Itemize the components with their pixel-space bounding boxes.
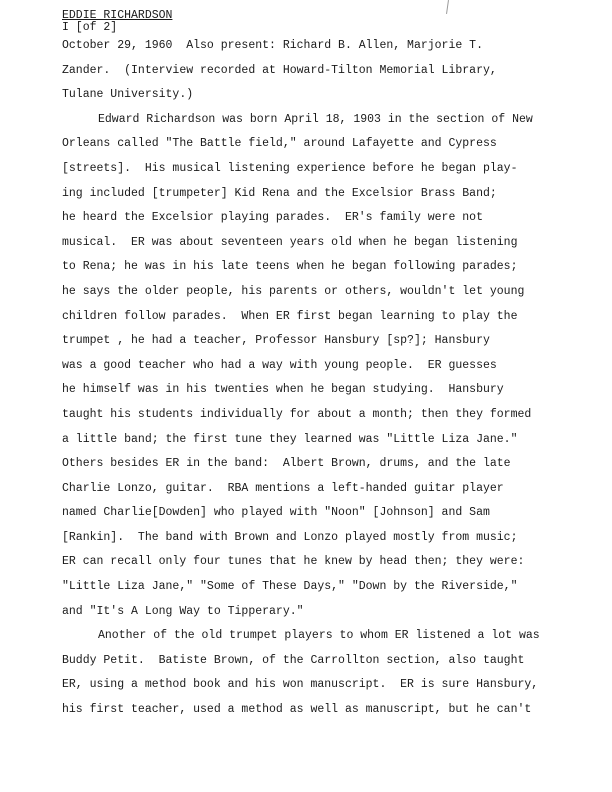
- interviewee-name: EDDIE RICHARDSON: [62, 9, 173, 22]
- intro-block: [62, 34, 562, 108]
- paragraph-line: Orleans called "The Battle field," around Lafayette and Cypress: [62, 137, 497, 151]
- paragraph-line: Edward Richardson was born April 18, 1903 in the section of New: [98, 112, 533, 126]
- paragraph-line: ER can recall only four tunes that he knew by head then; they were:: [62, 555, 525, 569]
- paragraph-line: a little band; the first tune they learned was "Little Liza Jane.": [62, 432, 518, 446]
- paragraph-line: taught his students individually for about a month; then they formed: [62, 407, 532, 421]
- paragraph-line: ER, using a method book and his won manuscript. ER is sure Hansbury,: [62, 678, 539, 692]
- transcript-body: [62, 34, 562, 723]
- paragraph-line: Another of the old trumpet players to whom ER listened a lot was: [98, 629, 540, 643]
- document-header: [62, 10, 172, 34]
- paragraph-line: and "It's A Long Way to Tipperary.": [62, 604, 304, 618]
- paragraph-line: "Little Liza Jane," "Some of These Days," "Down by the Riverside,": [62, 580, 518, 594]
- paragraph-line: trumpet , he had a teacher, Professor Hansbury [sp?]; Hansbury: [62, 334, 490, 348]
- scan-mark: [446, 0, 449, 14]
- intro-line: Zander. (Interview recorded at Howard-Tilton Memorial Library,: [62, 63, 497, 77]
- paragraph-line: Charlie Lonzo, guitar. RBA mentions a left-handed guitar player: [62, 481, 504, 495]
- paragraph-line: he says the older people, his parents or others, wouldn't let young: [62, 284, 525, 298]
- paragraph-line: was a good teacher who had a way with young people. ER guesses: [62, 358, 497, 372]
- paragraph-line: ing included [trumpeter] Kid Rena and the Excelsior Brass Band;: [62, 186, 497, 200]
- paragraph-line: [Rankin]. The band with Brown and Lonzo played mostly from music;: [62, 530, 518, 544]
- intro-line: Tulane University.): [62, 88, 194, 102]
- paragraph-line: named Charlie[Dowden] who played with "Noon" [Johnson] and Sam: [62, 506, 490, 520]
- paragraph-line: Buddy Petit. Batiste Brown, of the Carrollton section, also taught: [62, 653, 525, 667]
- paragraph-line: his first teacher, used a method as well as manuscript, but he can't: [62, 703, 532, 717]
- paragraph-line: [streets]. His musical listening experience before he began play-: [62, 161, 518, 175]
- paragraph-line: children follow parades. When ER first began learning to play the: [62, 309, 518, 323]
- reel-label: I [of 2]: [62, 21, 118, 34]
- paragraph-line: he heard the Excelsior playing parades. ER's family were not: [62, 211, 483, 225]
- paragraph-line: to Rena; he was in his late teens when he began following parades;: [62, 260, 518, 274]
- paragraph-other-teachers: [62, 624, 562, 722]
- intro-line: October 29, 1960 Also present: Richard B. Allen, Marjorie T.: [62, 39, 483, 52]
- paragraph-line: musical. ER was about seventeen years old when he began listening: [62, 235, 518, 249]
- paragraph-line: he himself was in his twenties when he began studying. Hansbury: [62, 383, 504, 397]
- paragraph-line: Others besides ER in the band: Albert Brown, drums, and the late: [62, 457, 511, 471]
- paragraph-birth-and-training: [62, 108, 562, 624]
